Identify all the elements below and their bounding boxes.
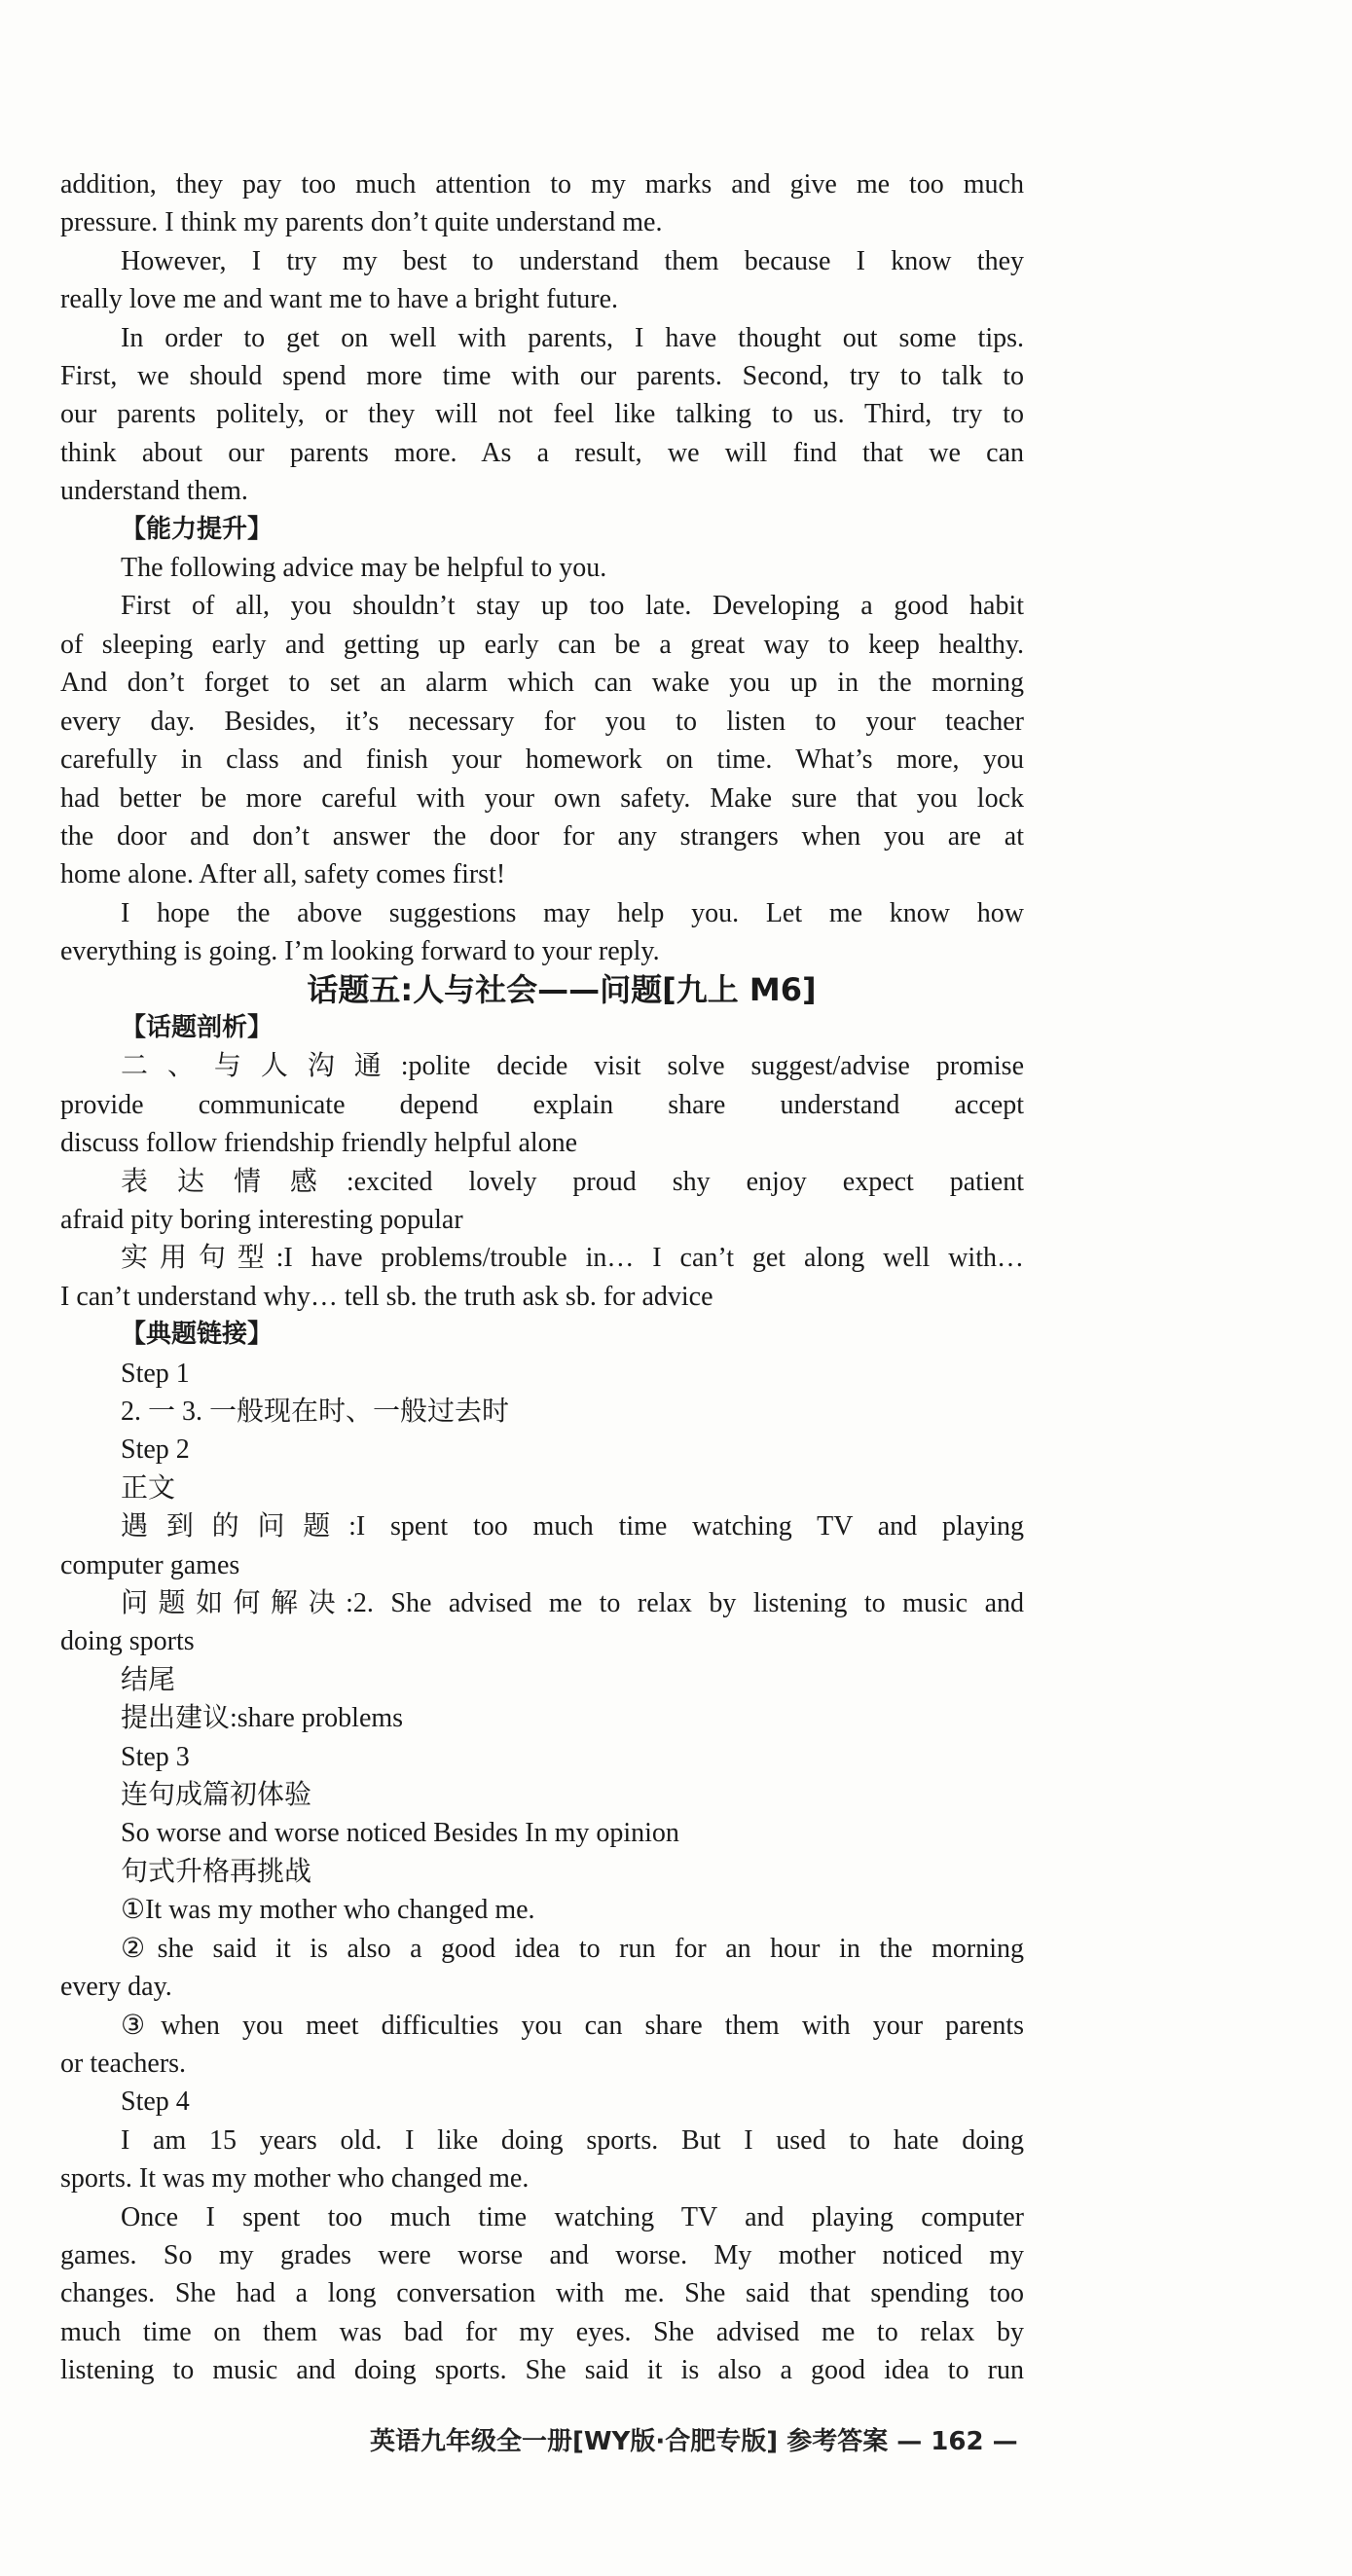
text-line: I can’t understand why… tell sb. the truth ask sb. for advice [60,1281,713,1312]
page-footer: 英语九年级全一册[WY版·合肥专版] 参考答案 — 162 — [370,2427,1018,2456]
text-line: every day. [60,1972,172,2003]
text-line: carefully in class and finish your homework on time. What’s more, you [60,744,1024,776]
answer-text [60,165,1024,2390]
text-line: addition, they pay too much attention to my marks and give me too much [60,169,1024,200]
text-line: 提出建议:share problems [121,1703,404,1734]
text-line: 连句成篇初体验 [121,1780,312,1811]
text-line: doing sports [60,1626,195,1657]
text-line: First, we should spend more time with our parents. Second, try to talk to [60,361,1024,392]
text-line: or teachers. [60,2048,187,2079]
text-line: First of all, you shouldn’t stay up too late. Developing a good habit [121,591,1024,622]
topic-title: 话题五:人与社会——问题[九上 M6] [307,970,817,1008]
text-line: everything is going. I’m looking forward to your reply. [60,936,660,967]
text-line: 实用句型:I have problems/trouble in… I can’t get along well with… [121,1243,1024,1274]
text-line: 问题如何解决:2. She advised me to relax by listening to music and [121,1588,1024,1619]
text-line: ②she said it is also a good idea to run for an hour in the morning [121,1933,1024,1964]
text-line: ③when you meet difficulties you can share them with your parents [121,2010,1024,2041]
text-line: I hope the above suggestions may help you. Let me know how [121,897,1024,928]
text-line: our parents politely, or they will not feel like talking to us. Third, try to [60,399,1024,430]
text-line: of sleeping early and getting up early can be a great way to keep healthy. [60,629,1024,660]
text-line: think about our parents more. As a result, we will find that we can [60,437,1024,468]
text-line: provide communicate depend explain share understand accept [60,1089,1024,1120]
text-line: much time on them was bad for my eyes. She advised me to relax by [60,2316,1024,2347]
text-line: I am 15 years old. I like doing sports. But I used to hate doing [121,2124,1024,2156]
text-line: 句式升格再挑战 [121,1856,312,1887]
text-line: computer games [60,1549,240,1580]
text-line: every day. Besides, it’s necessary for you to listen to your teacher [60,706,1024,737]
text-line: In order to get on well with parents, I have thought out some tips. [121,322,1024,353]
text-line: 表达情感:excited lovely proud shy enjoy expect patient [121,1166,1024,1197]
text-line: had better be more careful with your own safety. Make sure that you lock [60,782,1024,814]
text-line: 二、与人沟通:polite decide visit solve suggest/advise promise [121,1051,1024,1082]
text-line: The following advice may be helpful to you. [121,553,607,584]
text-line: Step 4 [121,2086,190,2118]
text-line: Once I spent too much time watching TV and playing computer [121,2201,1024,2232]
text-line: games. So my grades were worse and worse. My mother noticed my [60,2239,1024,2270]
text-line: afraid pity boring interesting popular [60,1204,463,1235]
text-line: Step 2 [121,1434,190,1466]
text-line: changes. She had a long conversation with me. She said that spending too [60,2278,1024,2309]
text-line: sports. It was my mother who changed me. [60,2163,530,2195]
text-line: discuss follow friendship friendly helpful alone [60,1128,578,1159]
text-line: listening to music and doing sports. She said it is also a good idea to run [60,2355,1024,2386]
text-line: 遇到的问题:I spent too much time watching TV and playing [121,1511,1024,1542]
section-heading: 【典题链接】 [121,1320,274,1350]
section-heading: 【话题剖析】 [121,1012,274,1042]
text-line: However, I try my best to understand them because I know they [121,245,1024,276]
text-line: pressure. I think my parents don’t quite understand me. [60,207,663,238]
text-line: Step 1 [121,1358,190,1389]
text-line: home alone. After all, safety comes first! [60,859,506,890]
text-line: 正文 [121,1472,176,1504]
text-line: And don’t forget to set an alarm which can wake you up in the morning [60,668,1024,699]
text-line: understand them. [60,476,248,507]
text-line: 2. 一 3. 一般现在时、一般过去时 [121,1397,510,1427]
text-line: 结尾 [121,1664,176,1695]
text-line: So worse and worse noticed Besides In my opinion [121,1818,679,1849]
text-line: Step 3 [121,1741,190,1772]
section-heading: 【能力提升】 [121,514,274,544]
text-line: ①It was my mother who changed me. [121,1895,535,1926]
text-line: the door and don’t answer the door for any strangers when you are at [60,820,1024,852]
text-line: really love me and want me to have a bright future. [60,284,619,315]
